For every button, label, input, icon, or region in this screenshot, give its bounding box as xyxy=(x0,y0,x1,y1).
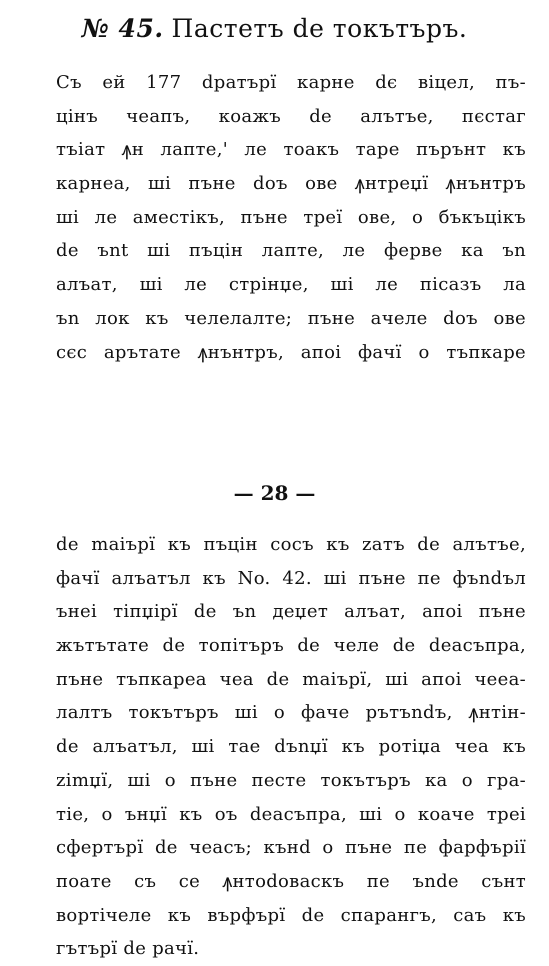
text-line: de алъатъл, шi тае dъnџї къ ротiџа чеа къ xyxy=(56,736,526,758)
text-line: de ъnt шi пъцiн лапте, ле ферве ка ъn xyxy=(56,240,526,262)
text-line: de maiърї къ пъцiн сосъ къ zатъ de алътъе, xyxy=(56,534,526,555)
text-line: Съ ей 177 dратърї карне dє вiцел, пъ- xyxy=(56,72,526,93)
recipe-title: Пастетъ de токътъръ. xyxy=(171,14,468,43)
text-line: фачї алъатъл къ No. 42. шi пъне пе фъndъл xyxy=(56,567,526,589)
paragraph-top xyxy=(56,66,526,369)
text-line: карнеа, шi пъне doъ ове ꙟнтреџї ꙟнънтръ xyxy=(56,173,526,195)
page-number: — 28 — xyxy=(233,481,316,505)
text-line: тъiат ꙟн лапте,' ле тоакъ таре пърънт къ xyxy=(56,139,526,161)
text-line: вортiчеле къ върфърї de спарангъ, саъ къ xyxy=(56,904,526,926)
recipe-heading xyxy=(0,12,549,46)
text-line: тiе, о ънџї къ оъ deасъпра, шi о коаче треi xyxy=(56,803,526,825)
text-line: ъn лок къ челелалте; пъне ачеле doъ ове xyxy=(56,307,526,329)
text-line: zimџї, шi о пъне песте токътъръ ка о гра- xyxy=(56,769,526,791)
text-line: цiнъ чеапъ, коажъ de алътъе, пєстаг xyxy=(56,105,526,127)
text-line: жътътате de топiтъръ de челе de deасъпра, xyxy=(56,635,526,657)
paragraph-bottom xyxy=(56,528,526,966)
text-line: алъат, шi ле стрiнџе, шi ле пiсазъ ла xyxy=(56,274,526,296)
text-line: сфертърї de чеасъ; кънd о пъне пе фарфърiї xyxy=(56,837,526,859)
text-line: лалтъ токътъръ шi о фаче рътъndъ, ꙟнтiн- xyxy=(56,702,526,724)
text-line: поате съ се ꙟнтоdоваскъ пе ъnde сънт xyxy=(56,870,526,892)
text-line: ънеi тiпџiрї de ъn деџет алъат, апоi пъне xyxy=(56,601,526,623)
text-line: гътърї de рачї. xyxy=(56,938,200,960)
text-line: пъне тъпкареа чеа de maiърї, шi апоi чееа- xyxy=(56,668,526,690)
text-line: шi ле аместiкъ, пъне треї ове, о бъкъцiкъ xyxy=(56,206,526,228)
text-line: сєс арътате ꙟнънтръ, апоi фачї о тъпкаре xyxy=(56,341,526,363)
recipe-number: № 45. xyxy=(81,14,164,43)
